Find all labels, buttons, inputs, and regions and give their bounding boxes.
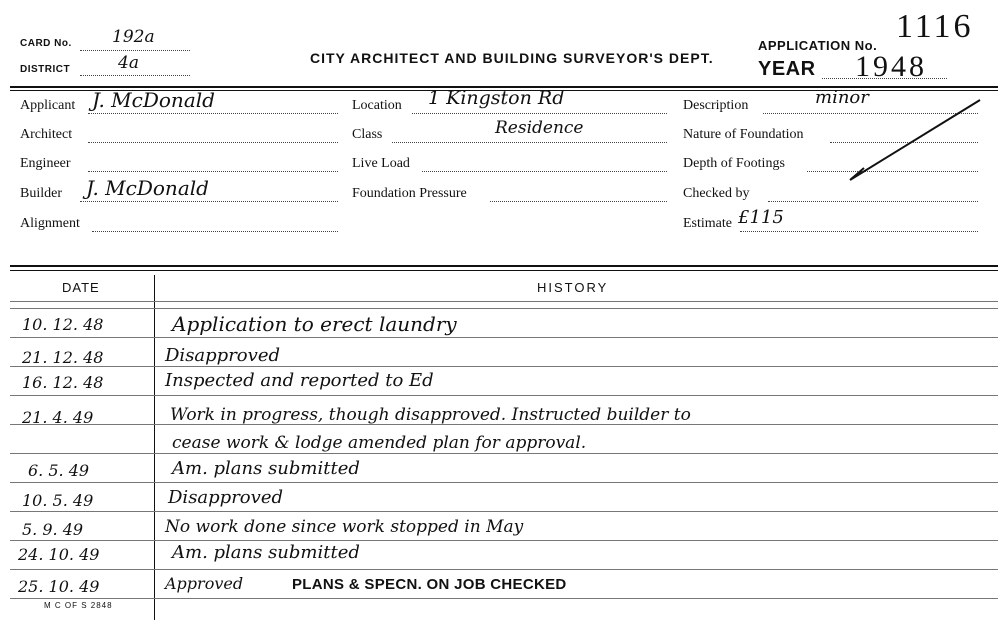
row-7-date: 10. 5. 49 [22,491,94,510]
row-7-history: Disapproved [168,487,283,508]
row-6-date: 6. 5. 49 [28,461,90,480]
depth-of-footings-label: Depth of Footings [683,156,785,171]
live-load-label: Live Load [352,156,410,171]
architect-label: Architect [20,127,73,142]
row-2-date: 21. 12. 48 [22,348,104,367]
engineer-label: Engineer [20,156,71,171]
checked-by-label: Checked by [683,186,750,201]
builder-label: Builder [20,186,62,201]
row-4-history: Work in progress, though disapproved. Instructed builder to [170,405,691,425]
alignment-label: Alignment [20,216,80,231]
row-1-history: Application to erect laundry [172,312,457,336]
nature-of-foundation-label: Nature of Foundation [683,127,804,142]
history-header: HISTORY [537,280,609,295]
date-header: DATE [62,280,100,295]
strike-line [830,92,990,192]
year-label: YEAR [758,58,816,80]
row-3-date: 16. 12. 48 [22,373,104,392]
row-6-history: Am. plans submitted [172,458,360,479]
application-no-value: 1116 [896,8,974,45]
location-value: 1 Kingston Rd [428,87,565,109]
estimate-value: £115 [738,207,784,228]
application-no-label: APPLICATION No. [758,38,878,53]
builder-value: J. McDonald [86,176,209,200]
row-8-date: 5. 9. 49 [22,520,84,539]
foundation-pressure-label: Foundation Pressure [352,186,467,201]
row-10-date: 25. 10. 49 [18,577,100,596]
row-3-history: Inspected and reported to Ed [165,370,434,391]
location-label: Location [352,98,402,113]
card-no-value: 192a [112,27,155,47]
row-1-date: 10. 12. 48 [22,315,104,334]
description-value: minor [815,87,869,108]
department-title: CITY ARCHITECT AND BUILDING SURVEYOR'S DEPT. [310,50,714,66]
class-label: Class [352,127,383,142]
row-4-date: 21. 4. 49 [22,408,94,427]
district-value: 4a [118,53,139,73]
row-9-history: Am. plans submitted [172,542,360,563]
row-8-history: No work done since work stopped in May [165,517,524,537]
row-9-date: 24. 10. 49 [18,545,100,564]
row-5-history: cease work & lodge amended plan for approval. [172,433,587,453]
class-value: Residence [495,118,584,138]
form-code: M C OF S 2848 [44,601,113,610]
applicant-label: Applicant [20,98,76,113]
applicant-value: J. McDonald [92,88,215,112]
district-label: DISTRICT [20,64,71,75]
estimate-label: Estimate [683,216,732,231]
row-2-history: Disapproved [165,345,280,366]
row-10-history: Approved [165,574,244,593]
description-label: Description [683,98,749,113]
card-no-label: CARD No. [20,38,72,49]
year-value: 1948 [855,50,927,83]
approval-stamp: PLANS & SPECN. ON JOB CHECKED [292,576,567,593]
